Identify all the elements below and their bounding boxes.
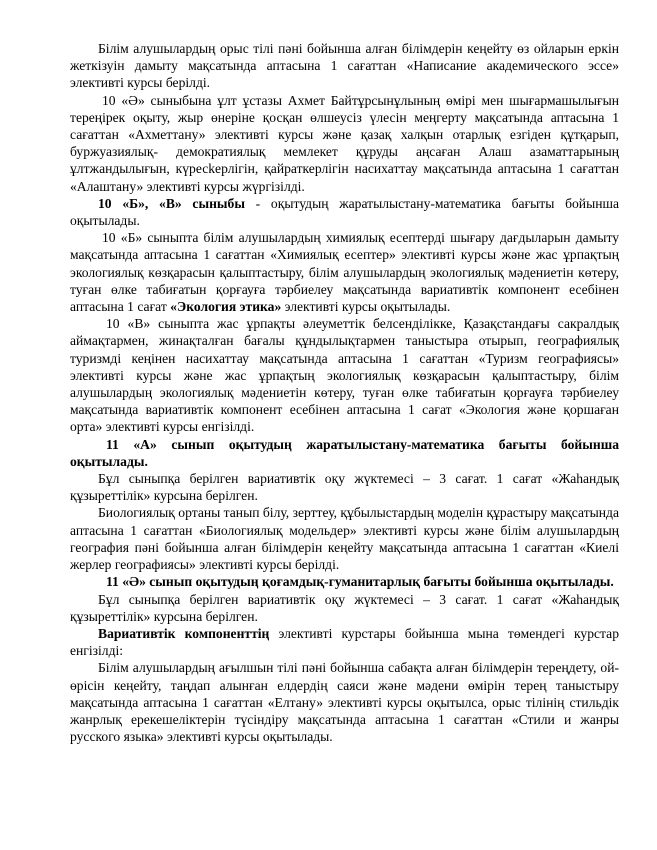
paragraph-10bv-direction [70,195,619,229]
paragraph-10b-text-end: элективті курсы оқытылады. [281,299,451,315]
paragraph-10a-courses: 10 «Ә» сыныбына ұлт ұстазы Ахмет Байтұрсынұлының өмірі мен шығармашылығын тереңірек оқыту, жыр өнеріне қосқан өлшеусіз үлесін меңгерту мақсатында аптасына 1 сағаттан «Ахметтану» элективті курсы және қазақ халқын отарлық езгіден құтқарып, буржуазиялық- демократиялық мемлекет құруды аңсаған Алаш азаматтарының ұлтжандылығын, күресkерлігін, қайраткерлігін насихаттау мақсатында аптасына 1 сағаттан «Алаштану» элективті курсы жүргізілді. [70,92,619,194]
paragraph-russian-essay-course: Білім алушылардың орыс тілі пәні бойынша алған білімдерін кеңейту өз ойларын еркін жеткізуін дамыту мақсатында аптасына 1 сағаттан «Написание академического эссе» элективті курсы берілді. [70,41,619,91]
paragraph-language-courses: Білім алушылардың ағылшын тілі пәні бойынша сабақта алған білімдерін тереңдету, ой-өрісін кеңейту, таңдап алынған елдердің саяси және мәдени өмірін терең таныстыру мақсатында аптасына 1 сағаттан «Елтану» элективті курсы оқытылса, орыс тілінің стильдік жанрлық ерекешеліктерін түсіндіру мақсатында аптасына 1 сағаттан «Стили и жанры русского языка» элективті курсы оқытылады. [70,660,619,745]
class-label-10bv: 10 «Б», «В» сыныбы [98,195,245,211]
paragraph-10b-courses [70,229,619,315]
document-page [70,40,619,745]
paragraph-10b-text-start: 10 «Б» сыныпта білім алушылардың химиялық есептерді шығару дағдыларын дамыту мақсатында аптасына 1 сағаттан «Химиялық есептер» элективті курсы және жас ұрпақтың экологиялық көзқарасын қалыптастыру, білім алушылардың экологиялық мәдениетін көтеру, туған өлке табиғатын қорғауға тәрбиелеу мақсатында вариативтік компонент есебінен аптасына 1 сағат [70,230,619,315]
heading-11ae: 11 «Ә» сынып оқытудың қоғамдық-гуманитарлық бағыты бойынша оқытылады. [106,574,614,590]
heading-11a: 11 «А» сынып оқытудың жаратылыстану-математика бағыты бойынша оқытылады. [70,436,619,469]
paragraph-11a-load: Бұл сыныпқа берілген вариативтік оқу жүктемесі – 3 сағат. 1 сағат «Жаһандық құзыреттілік» курсына берілген. [70,471,619,504]
paragraph-11ae-load: Бұл сыныпқа берілген вариативтік оқу жүктемесі – 3 сағат. 1 сағат «Жаһандық құзыреттілік» курсына берілген. [70,591,619,624]
paragraph-10bv-direction-text: - оқытудың жаратылыстану-математика бағыты бойынша оқытылады. [70,195,619,229]
paragraph-11a-courses: Биологиялық ортаны танып білу, зерттеу, құбылыстардың моделін құрастыру мақсатында аптасына 1 сағаттан «Биологиялық модельдер» элективті курсы және білім алушылардың география пәні бойынша алған білімдерін кеңейту мақсатында аптасына 1 сағаттан «Киелі жерлер географиясы» элективті курсы берілді. [70,505,619,573]
paragraph-variative-component-text: элективті курстары бойынша мына төмендегі курстар енгізілді: [70,625,619,659]
course-name-ecology-ethics: «Экология этика» [170,299,282,315]
paragraph-10v-courses: 10 «В» сыныпта жас ұрпақты әлеуметтік белсенділікке, Қазақстандағы сакралдық аймақтармен, жинақталған бағалы құндылықтармен таныстыра отырып, географиялық туризмді кеңінен насихаттау мақсатында аптасына 1 сағаттан «Туризм географиясы» элективті курсы және жас ұрпақтың экологиялық көзқарасын қалыптастыру, білім алушылардың экологиялық мәдениетін көтеру, туған өлке табиғатын қорғауға тәрбиелеу мақсатында вариативтік компонент есебінен аптасына 1 сағат «Экология және қоршаған орта» элективті курсы енгізілді. [70,316,619,435]
paragraph-variative-component [70,625,619,659]
variative-component-label: Вариативтік компоненттің [98,625,270,641]
